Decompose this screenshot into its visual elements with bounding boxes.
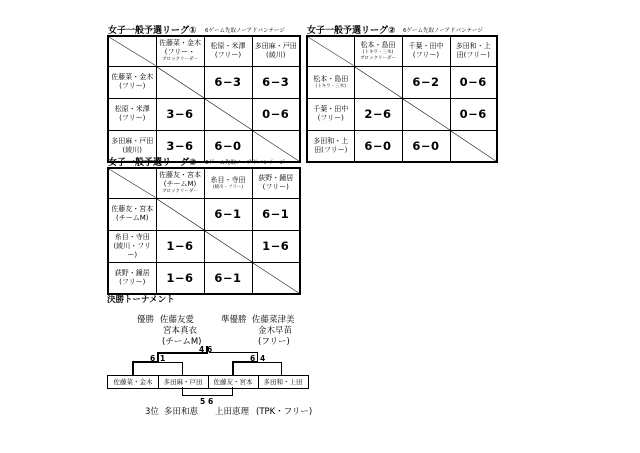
bracket-line <box>132 361 134 375</box>
row-header: 佐藤菜・金木 (フリー) <box>108 66 156 98</box>
league-2-note: 6ゲーム先取ノーアドバンテージ <box>403 28 483 34</box>
row-header: 松原・米澤 (フリー) <box>108 98 156 130</box>
league-3-table <box>107 167 301 295</box>
third-team: (TPK・フリー) <box>256 407 313 417</box>
corner-cell <box>108 36 156 66</box>
third-label: 3位 <box>145 407 159 417</box>
row-header: 松本・島田 (トキワ・三木) <box>307 66 354 98</box>
column-header: 松原・米澤 (フリー) <box>204 36 252 66</box>
tournament-title: 決勝トーナメント <box>107 295 175 305</box>
column-header: 多田和・上 田(フリー) <box>450 36 497 66</box>
score-cell: 6−2 <box>402 66 450 98</box>
corner-cell <box>307 36 354 66</box>
score-cell: 3−6 <box>156 130 204 162</box>
score-cell: 1−6 <box>252 230 300 262</box>
self-match-cell <box>354 66 402 98</box>
score-cell: 6−0 <box>354 130 402 162</box>
third-score-left: 5 <box>200 397 206 406</box>
column-header: 松本・島田 (トキワ・三木) ブロックリーダー <box>354 36 402 66</box>
score-cell: 2−6 <box>354 98 402 130</box>
third-score-right: 6 <box>208 397 214 406</box>
score-cell: 6−1 <box>204 262 252 294</box>
score-cell: 0−6 <box>252 98 300 130</box>
column-header: 佐藤友・宮本 (チームM) ブロックリーダー <box>156 168 204 198</box>
semi2-score-left: 6 <box>250 354 256 363</box>
runnerup-team: (フリー) <box>258 337 290 347</box>
column-header: 糸目・寺田 (綾川・フリー) <box>204 168 252 198</box>
bracket-line <box>281 362 282 375</box>
column-header: 多田麻・戸田 (綾川) <box>252 36 300 66</box>
column-header: 佐藤菜・金木 (フリー・ ブロックリーダー <box>156 36 204 66</box>
row-header: 千葉・田中 (フリー) <box>307 98 354 130</box>
runnerup-label: 準優勝 <box>221 315 247 325</box>
score-cell: 6−1 <box>204 198 252 230</box>
row-header: 多田麻・戸田 (綾川) <box>108 130 156 162</box>
row-header: 多田和・上 田(フリー) <box>307 130 354 162</box>
row-header: 糸目・寺田 (綾川・フリー) <box>108 230 156 262</box>
score-cell: 0−6 <box>450 66 497 98</box>
entrant-4: 多田和・上田 <box>263 378 303 386</box>
league-3-title: 女子一般予選リーグ③ <box>108 158 197 168</box>
self-match-cell <box>156 198 204 230</box>
league-2-table <box>306 35 498 163</box>
winner-label: 優勝 <box>137 315 155 325</box>
entrant-box <box>107 375 309 389</box>
score-cell: 6−1 <box>252 198 300 230</box>
score-cell: 6−0 <box>402 130 450 162</box>
bracket-line <box>182 395 233 396</box>
entrant-3: 佐藤友・宮本 <box>213 378 253 386</box>
winner-names: 佐藤友愛 <box>160 315 195 325</box>
entrant-1: 佐藤菜・金木 <box>113 378 153 386</box>
column-header: 千葉・田中 (フリー) <box>402 36 450 66</box>
column-header: 荻野・鐘居 (フリー) <box>252 168 300 198</box>
winner-names-2: 宮本真衣 <box>163 326 198 336</box>
semi1-score-right: 1 <box>160 354 166 363</box>
self-match-cell <box>252 262 300 294</box>
runnerup-names-2: 金木早苗 <box>258 326 293 336</box>
score-cell: 6−3 <box>252 66 300 98</box>
corner-cell <box>108 168 156 198</box>
self-match-cell <box>402 98 450 130</box>
final-score-right: 6 <box>207 345 213 354</box>
semi2-score-right: 4 <box>260 354 266 363</box>
self-match-cell <box>450 130 497 162</box>
score-cell: 6−0 <box>204 130 252 162</box>
bracket-line <box>209 352 258 353</box>
third-names: 多田和恵 上田恵理 <box>164 407 250 417</box>
entrant-2: 多田麻・戸田 <box>163 378 203 386</box>
score-cell: 0−6 <box>450 98 497 130</box>
row-header: 荻野・鐘居 (フリー) <box>108 262 156 294</box>
score-cell: 1−6 <box>156 230 204 262</box>
score-cell: 3−6 <box>156 98 204 130</box>
score-cell: 6−3 <box>204 66 252 98</box>
score-cell: 1−6 <box>156 262 204 294</box>
winner-team: (チームM) <box>162 337 202 347</box>
final-score-left: 4 <box>199 345 205 354</box>
self-match-cell <box>204 98 252 130</box>
league-2-title: 女子一般予選リーグ② <box>307 26 396 36</box>
league-3-note: 6ゲーム先取ノーアドバンテージ <box>205 160 285 166</box>
league-1-title: 女子一般予選リーグ① <box>108 26 197 36</box>
row-header: 佐藤友・宮本 (チームM) <box>108 198 156 230</box>
runnerup-names: 佐藤菜津美 <box>252 315 295 325</box>
self-match-cell <box>204 230 252 262</box>
bracket-line <box>232 361 234 375</box>
self-match-cell <box>156 66 204 98</box>
bracket-line <box>182 362 183 375</box>
league-1-table <box>107 35 301 163</box>
league-1-note: 6ゲーム先取ノーアドバンテージ <box>205 28 285 34</box>
semi1-score-left: 6 <box>150 354 156 363</box>
